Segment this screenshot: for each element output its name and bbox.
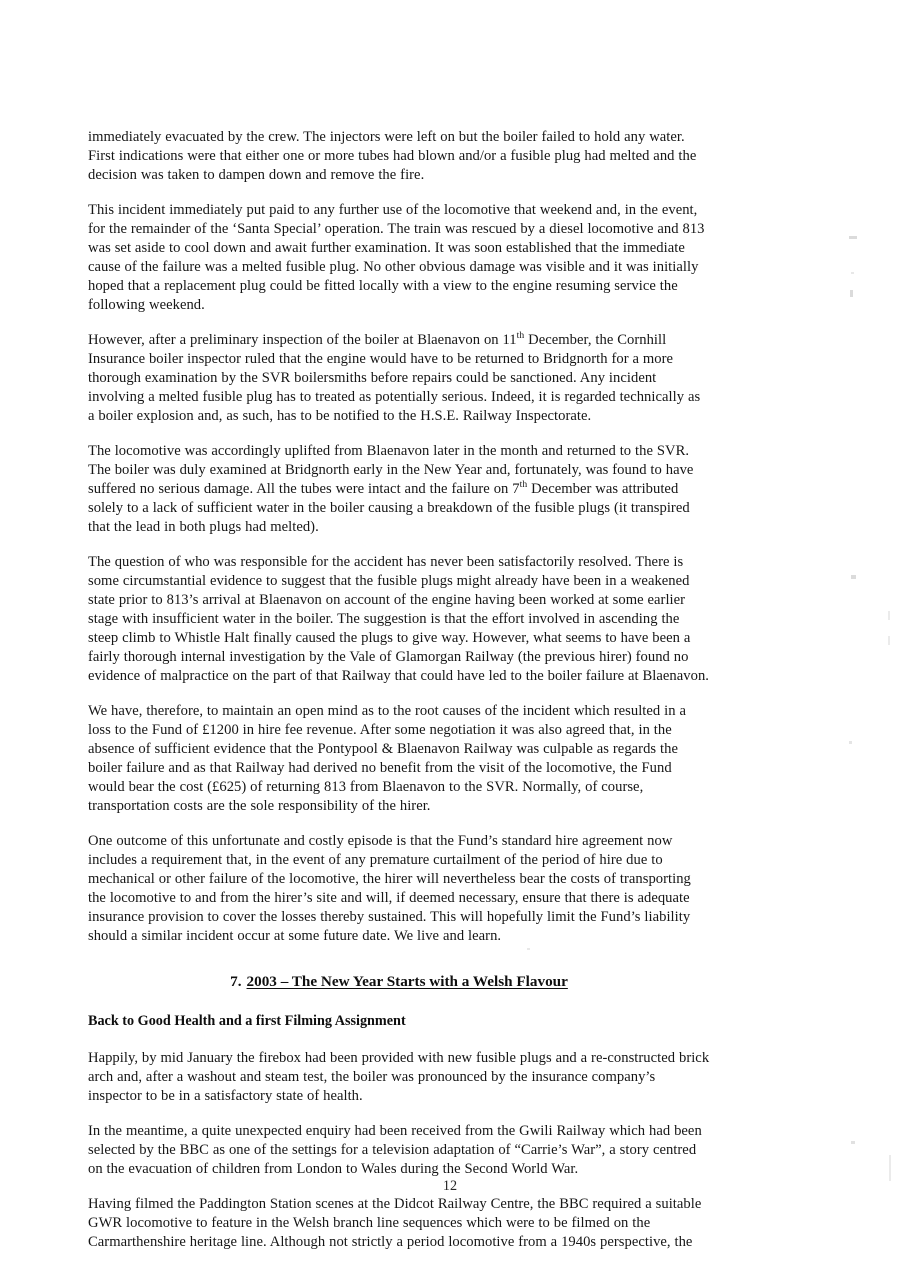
paragraph-2: This incident immediately put paid to any further use of the locomotive that weekend and, in the event, for the remainder of the ‘Santa Special’ operation. The train was rescued by a diesel locomotive and 813 was set aside to cool down and await further examination. It was soon established that the immediate cause of the failure was a melted fusible plug. No other obvious damage was visible and it was initially hoped that a replacement plug could be fitted locally with a view to the engine resuming service the following weekend. [88,202,705,313]
ordinal-suffix-7th: th [519,479,528,491]
paragraph-5: The question of who was responsible for the accident has never been satisfactorily resolved. There is some circumstantial evidence to suggest that the fusible plugs might already have been in a weakened state prior to 813’s arrival at Blaenavon on account of the engine having been worked at some earlier stage with insufficient water in the boiler. The suggestion is that the effort involved in ascending the steep climb to Whistle Halt finally caused the plugs to give way. However, what seems to have been a fairly thorough internal investigation by the Vale of Glamorgan Railway (the previous hirer) found no evidence of malpractice on the part of that Railway that could have led to the boiler failure at Blaenavon. [88,554,709,684]
section-heading-title: 2003 – The New Year Starts with a Welsh Flavour [246,973,568,990]
ordinal-suffix-11th: th [516,330,525,342]
scan-artifact-speck [851,272,854,274]
scan-artifact-speck [888,636,890,645]
paragraph-8: Happily, by mid January the firebox had been provided with new fusible plugs and a re-constructed brick arch and, after a washout and steam test, the boiler was pronounced by the insurance company’s inspector to be in a satisfactory state of health. [88,1050,710,1104]
sub-heading: Back to Good Health and a first Filming Assignment [88,1013,406,1029]
paragraph-3-text-after-ordinal: December, the Cornhill Insurance boiler inspector ruled that the engine would have to be returned to Bridgnorth for a more thorough examination by the SVR boilersmiths before repairs could be sanctioned. Any incident involving a melted fusible plug has to treated as potentially serious. Indeed, it is regarded technically as a boiler explosion and, as such, has to be notified to the H.S.E. Railway Inspectorate. [88,332,701,424]
paragraph-4-text-before-ordinal: The locomotive was accordingly uplifted from Blaenavon later in the month and returned to the SVR. The boiler was duly examined at Bridgnorth early in the New Year and, fortunately, was found to have suffered no serious damage. All the tubes were intact and the failure on 7 [88,443,694,497]
scan-artifact-speck [888,611,890,620]
page-number: 12 [442,1178,458,1194]
paragraph-6: We have, therefore, to maintain an open mind as to the root causes of the incident which resulted in a loss to the Fund of £1200 in hire fee revenue. After some negotiation it was also agreed that, in the absence of sufficient evidence that the Pontypool & Blaenavon Railway was culpable as regards the boiler failure and as that Railway had derived no benefit from the visit of the locomotive, the Fund would bear the cost (£625) of returning 813 from Blaenavon to the SVR. Normally, of course, transportation costs are the sole responsibility of the hirer. [88,703,686,814]
paragraph-3 [88,331,710,426]
scan-artifact-speck [849,236,857,239]
paragraph-4-text-after-ordinal: December was attributed solely to a lack of sufficient water in the boiler causing a breakdown of the fusible plugs (it transpired that the lead in both plugs had melted). [88,481,690,535]
paragraph-10: Having filmed the Paddington Station scenes at the Didcot Railway Centre, the BBC required a suitable GWR locomotive to feature in the Welsh branch line sequences which were to be filmed on the Carmarthenshire heritage line. Although not strictly a period locomotive from a 1940s perspective, the [88,1196,702,1250]
scan-artifact-speck [851,575,856,579]
paragraph-1: immediately evacuated by the crew. The injectors were left on but the boiler failed to hold any water. First indications were that either one or more tubes had blown and/or a fusible plug had melted and the decision was taken to dampen down and remove the fire. [88,129,697,183]
scan-artifact-speck [851,1141,855,1144]
paragraph-9: In the meantime, a quite unexpected enquiry had been received from the Gwili Railway which had been selected by the BBC as one of the settings for a television adaptation of “Carrie’s War”, a story centred on the evacuation of children from London to Wales during the Second World War. [88,1123,702,1177]
section-heading [88,972,710,992]
section-heading-number: 7. [230,973,242,990]
paragraph-3-text-before-ordinal: However, after a preliminary inspection of the boiler at Blaenavon on 11 [88,332,517,348]
page-text-column [88,128,710,1268]
scan-artifact-speck [850,290,853,297]
paragraph-7: One outcome of this unfortunate and costly episode is that the Fund’s standard hire agreement now includes a requirement that, in the event of any premature curtailment of the period of hire due to mechanical or other failure of the locomotive, the hirer will nevertheless bear the costs of transporting the locomotive to and from the hirer’s site and will, if deemed necessary, ensure that there is adequate insurance provision to cover the losses thereby sustained. This will hopefully limit the Fund’s liability should a similar incident occur at some future date. We live and learn. [88,833,691,944]
paragraph-4 [88,442,710,537]
scan-artifact-speck [849,741,852,744]
